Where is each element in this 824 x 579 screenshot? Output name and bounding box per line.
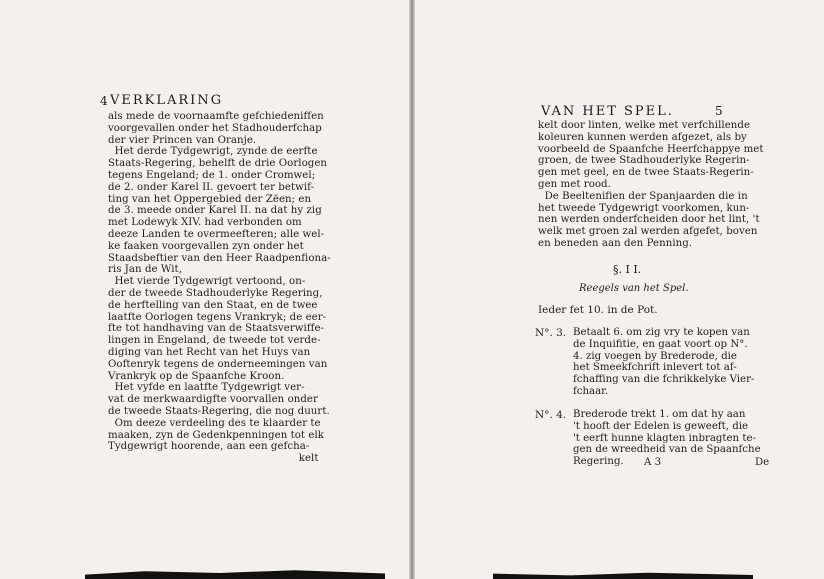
text-line: 4. zig voegen by Brederode, die [573, 350, 737, 362]
text-line: De Beeltenifien der Spanjaarden die in [538, 190, 748, 202]
text-line: 't eerft hunne klagten inbragten te- [573, 432, 756, 444]
text-line: lingen in Engeland, de tweede tot verde- [108, 335, 321, 347]
entry-label: N°. 4. [535, 409, 567, 421]
right-page-number: 5 [715, 104, 723, 118]
text-line: ris Jan de Wit, [108, 264, 182, 276]
text-line: groen, de twee Stadhouderlyke Regerin- [538, 155, 750, 167]
text-line: als mede de voornaamfte gefchiedeniffen [108, 111, 324, 122]
book-gutter [409, 0, 415, 579]
text-line: de herftelling van den Staat, en de twee [108, 299, 318, 311]
text-line: fchaffing van die fchrikkelyke Vier- [573, 374, 755, 386]
text-line: Regering. [573, 456, 624, 468]
text-line: gen met rood. [538, 178, 611, 190]
bet-line: Ieder fet 10. in de Pot. [538, 304, 658, 316]
left-page-number: 4 [100, 94, 108, 108]
text-line: Tydgewrigt hoorende, aan een gefcha- [108, 441, 310, 453]
text-line: Om deeze verdeeling des te klaarder te [108, 417, 321, 429]
text-line: de 3. meede onder Karel II. na dat hy zig [108, 205, 322, 217]
text-line: koleuren kunnen werden afgezet, als by [538, 131, 747, 143]
text-line: deeze Landen te overmeefteren; alle wel- [108, 228, 325, 240]
entry-label: N°. 3. [535, 327, 567, 339]
text-line: het Smeekfchrift inlevert tot af- [573, 362, 737, 374]
right-page [413, 0, 824, 579]
text-line: fte tot handhaving van de Staatsverwiffe- [108, 323, 325, 335]
text-line: voorgevallen onder het Stadhouderfchap [108, 122, 322, 134]
text-line: ting van het Oppergebied der Zëen; en [108, 193, 312, 205]
text-line: de tweede Staats-Regering, die nog duurt. [108, 405, 330, 417]
text-line: de Inquifitie, en gaat voort op N°. [573, 338, 748, 350]
text-line: der de tweede Stadhouderlyke Regering, [108, 287, 323, 299]
text-line: der vier Princen van Oranje. [108, 134, 257, 146]
text-line: kelt [108, 453, 319, 465]
text-line: diging van het Recht van het Huys van [108, 346, 311, 358]
text-line: Het vyfde en laatfte Tydgewrigt ver- [108, 382, 305, 394]
text-line: 't hooft der Edelen is geweeft, die [573, 420, 748, 432]
left-body-text [108, 111, 331, 465]
text-line: met Lodewyk XIV. had verbonden om [108, 217, 302, 229]
right-running-header: VAN HET SPEL. [541, 104, 674, 119]
text-line: welk met groen zal werden afgefet, boven [538, 226, 758, 238]
text-line: Ooftenryk tegens de onderneemingen van [108, 358, 328, 370]
text-line: kelt door linten, welke met verfchillende [538, 120, 751, 131]
entry-text [573, 409, 761, 468]
text-line: fchaar. [573, 385, 609, 397]
text-line: de 2. onder Karel II. gevoert ter betwif- [108, 181, 315, 193]
text-line: Vrankryk op de Spaanfche Kroon. [108, 370, 285, 382]
left-running-header: VERKLARING [110, 93, 224, 108]
signature-mark: A 3 [644, 457, 662, 468]
text-line: Betaalt 6. om zig vry te kopen van [573, 327, 750, 338]
text-line: maaken, zyn de Gedenkpenningen tot elk [108, 429, 324, 441]
print-smudge [85, 568, 385, 579]
text-line: Staats-Regering, behelft de drie Oorlogen [108, 158, 328, 170]
entry-text [573, 327, 754, 398]
text-line: vat de merkwaardigfte voorvallen onder [108, 394, 318, 406]
left-page [0, 0, 411, 579]
text-line: Het derde Tydgewrigt, zynde de eerfte [108, 146, 318, 158]
text-line: Staadsbeftier van den Heer Raadpenfiona- [108, 252, 331, 264]
text-line: gen de wreedheid van de Spaanfche [573, 444, 761, 456]
text-line: en beneden aan den Penning. [538, 237, 693, 249]
print-smudge [493, 570, 753, 579]
section-number: §. I I. [613, 263, 642, 276]
text-line: Het vierde Tydgewrigt vertoond, on- [108, 276, 306, 288]
text-line: nen werden onderfcheiden door het lint, 't [538, 214, 760, 226]
text-line: laatfte Oorlogen tegens Vrankryk; de eer- [108, 311, 327, 323]
text-line: tegens Engeland; de 1. onder Cromwel; [108, 169, 316, 181]
section-subtitle: Reegels van het Spel. [579, 283, 689, 294]
right-body-text [538, 120, 764, 250]
catchword: De [755, 457, 770, 468]
text-line: het tweede Tydgewrigt voorkomen, kun- [538, 202, 750, 214]
text-line: ke faaken voorgevallen zyn onder het [108, 240, 304, 252]
text-line: Brederode trekt 1. om dat hy aan [573, 409, 746, 420]
text-line: gen met geel, en de twee Staats-Regerin- [538, 167, 754, 179]
text-line: voorbeeld de Spaanfche Heerfchappye met [538, 143, 764, 155]
